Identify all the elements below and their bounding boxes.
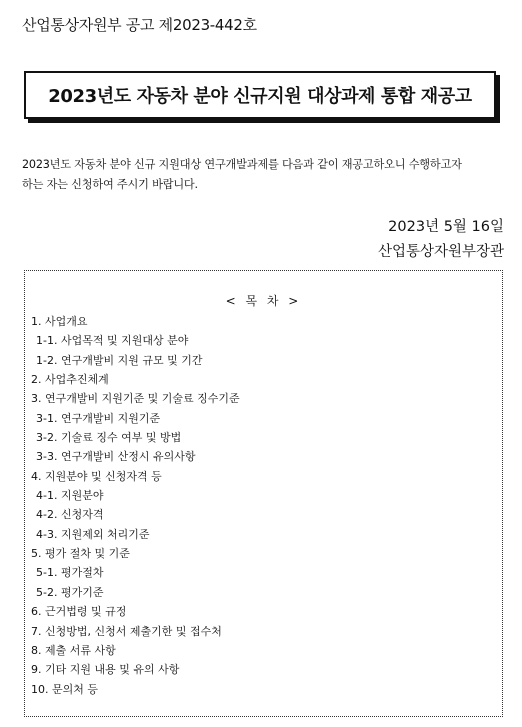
toc-subitem: 5-1. 평가절차 — [36, 566, 104, 580]
toc-item: 6. 근거법령 및 규정 — [31, 605, 127, 619]
intro-line: 2023년도 자동차 분야 신규 지원대상 연구개발과제를 다음과 같이 재공고하오니 수행하고자 — [22, 158, 462, 171]
toc-subitem: 4-3. 지원제외 처리기준 — [36, 527, 150, 541]
toc-subitem: 5-2. 평가기준 — [36, 585, 104, 599]
toc-item: 3. 연구개발비 지원기준 및 기술료 징수기준 — [31, 392, 240, 406]
toc-heading: < 목 차 > — [225, 294, 302, 308]
title-box — [24, 71, 496, 119]
notice-date: 2023년 5월 16일 — [388, 219, 504, 235]
toc-subitem: 1-2. 연구개발비 지원 규모 및 기간 — [36, 353, 203, 367]
toc-list — [31, 312, 240, 699]
toc-subitem: 3-3. 연구개발비 산정시 유의사항 — [36, 450, 196, 464]
toc-subitem: 4-2. 신청자격 — [36, 508, 104, 522]
toc-subitem: 3-1. 연구개발비 지원기준 — [36, 411, 161, 425]
intro-paragraph — [22, 155, 504, 195]
toc-item: 10. 문의처 등 — [31, 682, 98, 696]
toc-item: 5. 평가 절차 및 기준 — [31, 547, 130, 561]
toc-subitem: 1-1. 사업목적 및 지원대상 분야 — [36, 334, 189, 348]
intro-line: 하는 자는 신청하여 주시기 바랍니다. — [22, 178, 198, 191]
toc-item: 9. 기타 지원 내용 및 유의 사항 — [31, 663, 180, 677]
document-title: 2023년도 자동차 분야 신규지원 대상과제 통합 재공고 — [48, 86, 472, 107]
toc-item: 4. 지원분야 및 신청자격 등 — [31, 469, 162, 483]
table-of-contents — [24, 270, 503, 717]
toc-subitem: 4-1. 지원분야 — [36, 489, 104, 503]
issuer: 산업통상자원부장관 — [377, 244, 504, 260]
toc-item: 1. 사업개요 — [31, 315, 88, 328]
toc-subitem: 3-2. 기술료 징수 여부 및 방법 — [36, 431, 182, 445]
toc-item: 7. 신청방법, 신청서 제출기한 및 접수처 — [31, 624, 222, 638]
toc-item: 8. 제출 서류 사항 — [31, 643, 116, 657]
toc-item: 2. 사업추진체계 — [31, 373, 109, 387]
notice-number: 산업통상자원부 공고 제2023-442호 — [22, 16, 257, 34]
